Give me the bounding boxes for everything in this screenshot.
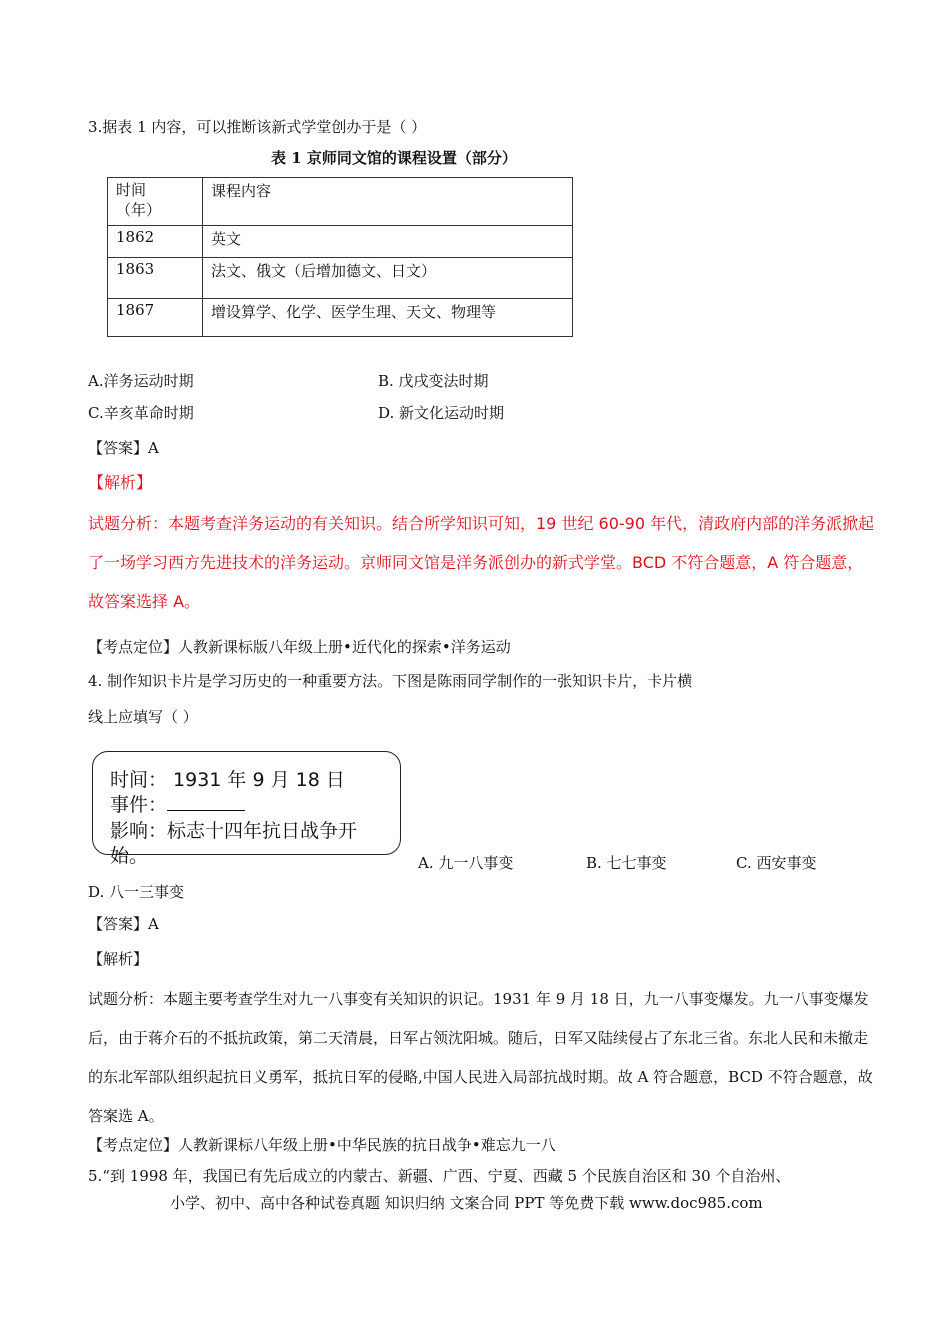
table-header-time: 时间 （年） xyxy=(108,178,203,226)
card-time: 时间： 1931 年 9 月 18 日 xyxy=(110,769,345,791)
q4-stem-line1: 4. 制作知识卡片是学习历史的一种重要方法。下图是陈雨同学制作的一张知识卡片，卡片横 xyxy=(88,672,693,690)
q3-option-a: A.洋务运动时期 xyxy=(88,372,194,390)
q4-kaodian: 【考点定位】人教新课标八年级上册•中华民族的抗日战争•难忘九一八 xyxy=(88,1136,556,1154)
table-cell-course: 增设算学、化学、医学生理、天文、物理等 xyxy=(203,299,573,337)
table-cell-year: 1863 xyxy=(108,258,203,299)
table-header-content: 课程内容 xyxy=(203,178,573,226)
card-blank-line xyxy=(167,792,245,811)
table-row xyxy=(108,299,573,337)
table-row xyxy=(108,258,573,299)
q4-option-b: B. 七七事变 xyxy=(586,854,667,872)
table-cell-year: 1862 xyxy=(108,226,203,258)
q4-option-d: D. 八一三事变 xyxy=(88,883,185,901)
page-footer: 小学、初中、高中各种试卷真题 知识归纳 文案合同 PPT 等免费下载 www.doc985.com xyxy=(170,1194,763,1212)
q3-option-b: B. 戊戌变法时期 xyxy=(378,372,489,390)
q3-analysis-text: 试题分析：本题考查洋务运动的有关知识。结合所学知识可知，19 世纪 60-90 年代，清政府内部的洋务派掀起了一场学习西方先进技术的洋务运动。京师同文馆是洋务派创办的新式学堂。BCD 不符合题意，A 符合题意，故答案选择 A。 xyxy=(88,514,875,611)
q3-analysis-label: 【解析】 xyxy=(88,473,153,492)
q3-stem: 3.据表 1 内容，可以推断该新式学堂创办于是（ ） xyxy=(88,118,427,136)
card-event-label: 事件： xyxy=(110,794,168,816)
card-impact-cont: 始。 xyxy=(110,845,149,867)
q4-stem-line2: 线上应填写（ ） xyxy=(88,708,198,726)
course-table xyxy=(107,177,573,337)
q4-analysis-text: 试题分析：本题主要考查学生对九一八事变有关知识的识记。1931 年 9 月 18 日，九一八事变爆发。九一八事变爆发后，由于蒋介石的不抵抗政策，第二天清晨，日军占领沈阳城。随后，日军又陆续侵占了东北三省。东北人民和未撤走的东北军部队组织起抗日义勇军，抵抗日军的侵略,中国人民进入局部抗战时期。故 A 符合题意，BCD 不符合题意，故答案选 A。 xyxy=(88,990,873,1125)
q5-stem: 5.“到 1998 年，我国已有先后成立的内蒙古、新疆、广西、宁夏、西藏 5 个民族自治区和 30 个自治州、 xyxy=(88,1167,791,1185)
knowledge-card xyxy=(92,751,401,867)
q3-option-c: C.辛亥革命时期 xyxy=(88,404,194,422)
q3-option-d: D. 新文化运动时期 xyxy=(378,404,505,422)
q3-answer: 【答案】A xyxy=(88,439,159,457)
q4-answer: 【答案】A xyxy=(88,915,159,933)
q4-analysis-label: 【解析】 xyxy=(88,950,149,968)
q4-option-c: C. 西安事变 xyxy=(736,854,817,872)
q4-option-a: A. 九一八事变 xyxy=(418,854,514,872)
table-row xyxy=(108,226,573,258)
table-cell-course: 英文 xyxy=(203,226,573,258)
card-impact: 影响：标志十四年抗日战争开 xyxy=(110,820,358,842)
table-cell-year: 1867 xyxy=(108,299,203,337)
table-cell-course: 法文、俄文（后增加德文、日文） xyxy=(203,258,573,299)
card-event xyxy=(110,790,245,817)
table-header-row xyxy=(108,178,573,226)
table-caption: 表 1 京师同文馆的课程设置（部分） xyxy=(271,149,517,167)
q3-kaodian: 【考点定位】人教新课标版八年级上册•近代化的探索•洋务运动 xyxy=(88,638,511,656)
